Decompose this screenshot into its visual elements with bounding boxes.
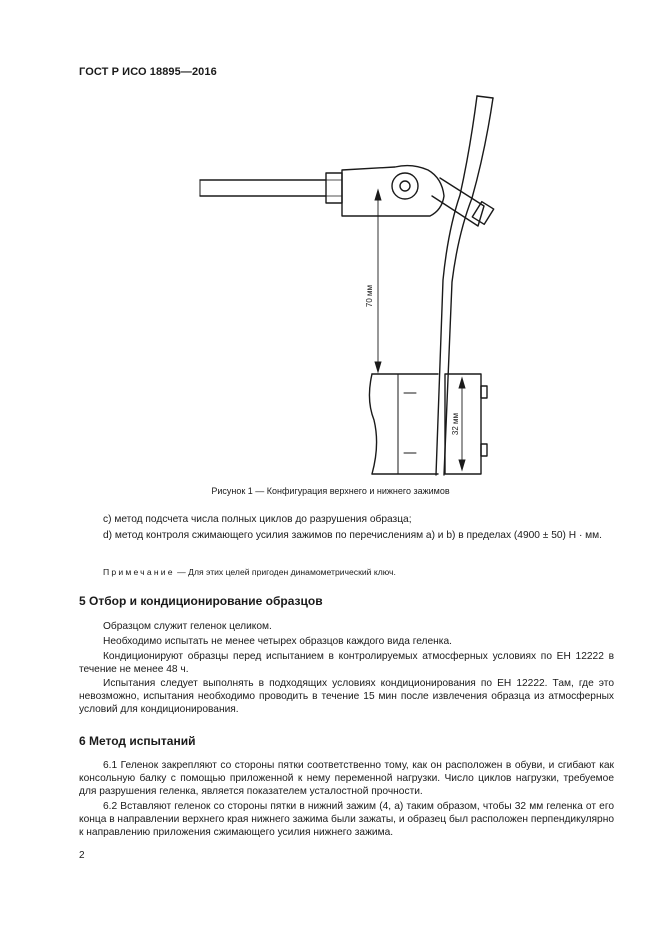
section-5-paragraph-4: Испытания следует выполнять в подходящих условиях кондиционирования по ЕН 12222. Там, где это невозможно, испытания необходимо проводить в течение 15 мин после извлечения образца из атмосферных условий для кондиционирования. <box>79 678 614 716</box>
upper-clamp <box>342 166 494 226</box>
horizontal-rod <box>200 180 326 196</box>
section-6-paragraph-2: 6.2 Вставляют геленок со стороны пятки в нижний зажим (4, а) таким образом, чтобы 32 мм геленка от его конца в направлении верхнего края нижнего зажима были зажаты, и образец был расположен перпендикулярно к направлению приложения сжимающего усилия нижнего зажима. <box>79 801 614 839</box>
dimension-70mm <box>375 190 381 372</box>
note-text: — Для этих целей пригоден динамометрический ключ. <box>174 567 396 577</box>
dimension-32mm-label: 32 мм <box>451 412 460 436</box>
section-6-heading: 6 Метод испытаний <box>79 734 196 748</box>
page-number: 2 <box>79 850 85 861</box>
dimension-70mm-label: 70 мм <box>365 284 374 308</box>
note-label: Примечание <box>103 567 175 577</box>
list-item-c: c) метод подсчета числа полных циклов до разрушения образца; <box>103 514 412 525</box>
section-5-paragraph-1: Образцом служит геленок целиком. <box>103 621 272 632</box>
section-5-heading: 5 Отбор и кондиционирование образцов <box>79 594 323 608</box>
section-6-paragraph-1: 6.1 Геленок закрепляют со стороны пятки соответственно тому, как он расположен в обуви, и сгибают как консольную балку с помощью приложенной к нему переменной нагрузки. Число циклов нагрузки, требуемое для разрушения геленка, является показателем усталостной прочности. <box>79 760 614 798</box>
lower-clamp <box>369 374 487 474</box>
document-header: ГОСТ Р ИСО 18895—2016 <box>79 66 217 78</box>
section-5-paragraph-3: Кондиционируют образцы перед испытанием в контролируемых атмосферных условиях по ЕН 12222 в течение не менее 48 ч. <box>79 651 614 676</box>
note <box>79 566 614 579</box>
list-item-d: d) метод контроля сжимающего усилия зажимов по перечислениям a) и b) в пределах (4900 ± 50) Н · мм. <box>103 530 603 541</box>
figure-caption: Рисунок 1 — Конфигурация верхнего и нижнего зажимов <box>211 486 450 496</box>
section-5-paragraph-2: Необходимо испытать не менее четырех образцов каждого вида геленка. <box>103 636 452 647</box>
rod-nut <box>326 173 342 203</box>
